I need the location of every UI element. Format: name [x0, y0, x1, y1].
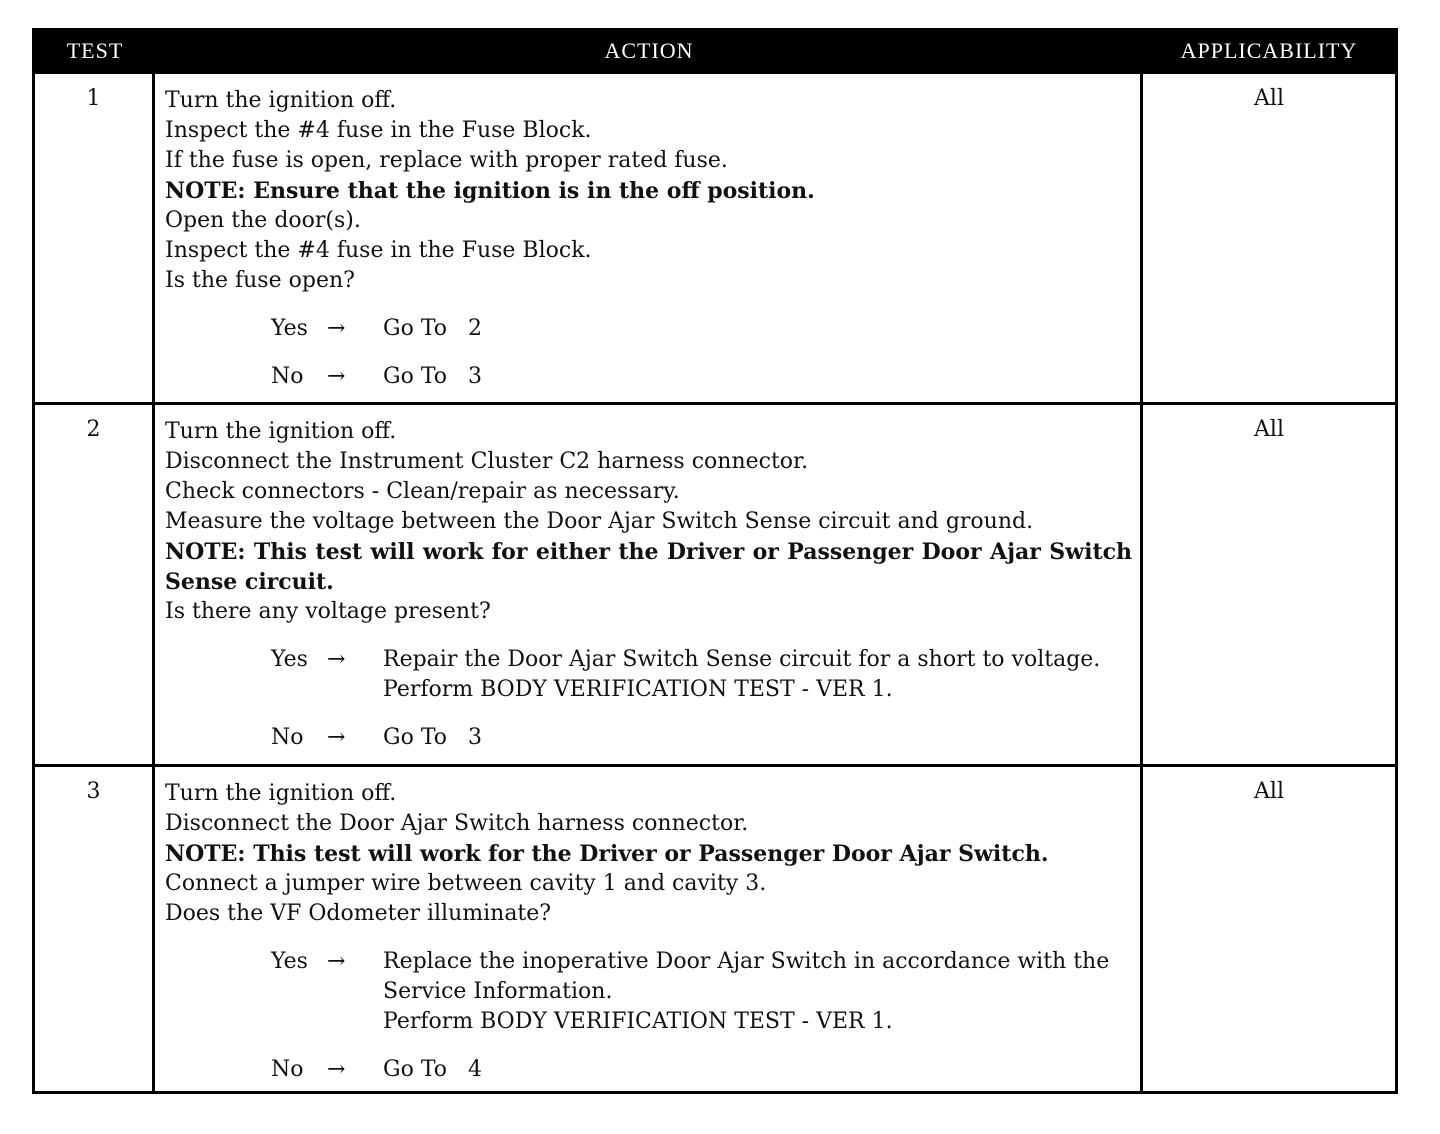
arrow-icon: → [327, 364, 346, 389]
result-text: Go To 4 [383, 1057, 482, 1082]
note-line: NOTE: Ensure that the ignition is in the off position. [165, 178, 815, 204]
result-text: Perform BODY VERIFICATION TEST - VER 1. [383, 677, 893, 702]
action-line: Disconnect the Door Ajar Switch harness connector. [165, 811, 749, 836]
arrow-icon: → [327, 949, 346, 974]
diagnostic-table [32, 28, 1398, 1094]
applicability-cell: All [1254, 417, 1284, 442]
header-applicability: APPLICABILITY [1180, 38, 1358, 63]
result-text: Go To 3 [383, 725, 482, 750]
no-outcome [271, 723, 1132, 753]
test-number: 3 [35, 767, 155, 1091]
yes-label: Yes [271, 647, 308, 672]
action-line: Check connectors - Clean/repair as necessary. [165, 479, 680, 504]
yes-outcome [271, 947, 1132, 1037]
result-text: Service Information. [383, 979, 613, 1004]
no-label: No [271, 1057, 304, 1082]
action-cell [155, 767, 1143, 1091]
action-line: Measure the voltage between the Door Ajar Switch Sense circuit and ground. [165, 509, 1034, 534]
yes-label: Yes [271, 316, 308, 341]
result-text: Replace the inoperative Door Ajar Switch in accordance with the [383, 949, 1110, 974]
no-label: No [271, 364, 304, 389]
note-line: NOTE: This test will work for either the Driver or Passenger Door Ajar Switch Sense circuit. [165, 539, 1132, 595]
yes-label: Yes [271, 949, 308, 974]
action-line: Turn the ignition off. [165, 419, 397, 444]
no-outcome [271, 1055, 1132, 1085]
action-line: Inspect the #4 fuse in the Fuse Block. [165, 238, 592, 263]
arrow-icon: → [327, 316, 346, 341]
table-header [35, 31, 1395, 71]
action-line: Is the fuse open? [165, 268, 355, 293]
test-number: 1 [35, 74, 155, 402]
outcomes [165, 314, 1132, 392]
action-line: Turn the ignition off. [165, 88, 397, 113]
arrow-icon: → [327, 725, 346, 750]
action-line: Disconnect the Instrument Cluster C2 harness connector. [165, 449, 809, 474]
yes-outcome [271, 645, 1132, 705]
no-outcome [271, 362, 1132, 392]
outcomes [165, 645, 1132, 753]
arrow-icon: → [327, 1057, 346, 1082]
yes-outcome [271, 314, 1132, 344]
test-number: 2 [35, 405, 155, 764]
result-text: Go To 2 [383, 316, 482, 341]
note-line: NOTE: This test will work for the Driver or Passenger Door Ajar Switch. [165, 841, 1049, 867]
no-label: No [271, 725, 304, 750]
header-action: ACTION [604, 38, 694, 63]
table-row [35, 402, 1395, 764]
action-line: Connect a jumper wire between cavity 1 and cavity 3. [165, 871, 767, 896]
action-cell [155, 74, 1143, 402]
applicability-cell: All [1254, 779, 1284, 804]
action-line: Is there any voltage present? [165, 599, 491, 624]
result-text: Perform BODY VERIFICATION TEST - VER 1. [383, 1009, 893, 1034]
action-line: If the fuse is open, replace with proper rated fuse. [165, 148, 728, 173]
header-test: TEST [66, 38, 124, 63]
action-line: Inspect the #4 fuse in the Fuse Block. [165, 118, 592, 143]
arrow-icon: → [327, 647, 346, 672]
result-text: Go To 3 [383, 364, 482, 389]
action-line: Open the door(s). [165, 208, 361, 233]
action-line: Does the VF Odometer illuminate? [165, 901, 552, 926]
action-cell [155, 405, 1143, 764]
action-line: Turn the ignition off. [165, 781, 397, 806]
result-text: Repair the Door Ajar Switch Sense circuit for a short to voltage. [383, 647, 1101, 672]
table-row [35, 71, 1395, 402]
outcomes [165, 947, 1132, 1085]
table-row [35, 764, 1395, 1091]
applicability-cell: All [1254, 86, 1284, 111]
